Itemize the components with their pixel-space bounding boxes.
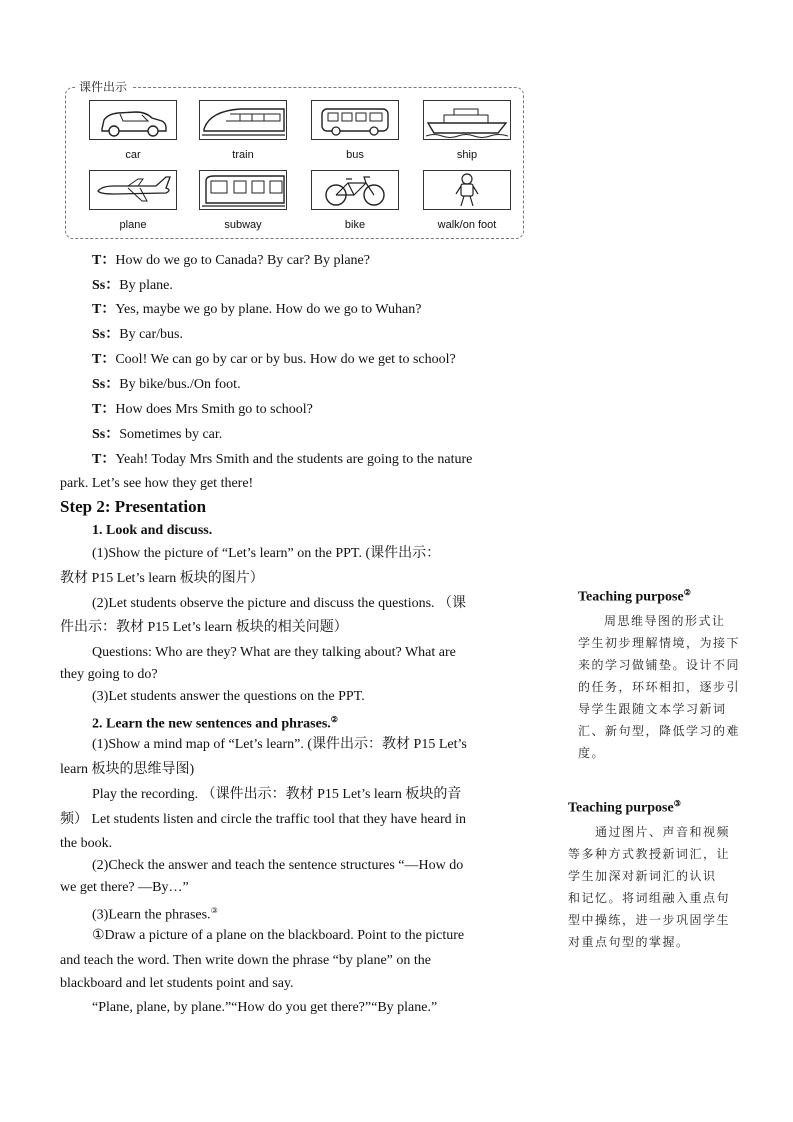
- side-note-title: Teaching purpose②: [578, 588, 691, 605]
- side-note-line: 汇、新句型，降低学习的难: [578, 724, 741, 738]
- side-note-line: 型中操练，进一步巩固学生: [568, 913, 731, 927]
- dialogue-line: T：Yeah! Today Mrs Smith and the students are going to the nature: [92, 452, 473, 467]
- side-note-line: 通过图片、声音和视频: [595, 825, 731, 839]
- body-line: Questions: Who are they? What are they talking about? What are: [92, 645, 456, 660]
- body-line: (2)Check the answer and teach the sentence structures “—How do: [92, 858, 464, 873]
- dialogue-line: T：How do we go to Canada? By car? By plane?: [92, 253, 370, 268]
- plane-icon: [89, 170, 177, 210]
- side-note-line: 导学生跟随文本学习新词: [578, 702, 727, 716]
- vocab-card-walk: [422, 170, 512, 231]
- body-line: “Plane, plane, by plane.”“How do you get there?”“By plane.”: [92, 1000, 438, 1015]
- dialogue-line: Ss：By car/bus.: [92, 327, 183, 342]
- footnote-mark: ③: [210, 906, 218, 915]
- side-note-line: 周思维导图的形式让: [604, 614, 726, 628]
- vocab-word: ship: [456, 149, 478, 161]
- vocab-card-train: [198, 100, 288, 161]
- side-note-line: 和记忆。将词组融入重点句: [568, 891, 731, 905]
- vocab-card-plane: [88, 170, 178, 231]
- vocab-card-ship: [422, 100, 512, 161]
- dialogue-line: T：Yes, maybe we go by plane. How do we go to Wuhan?: [92, 302, 422, 317]
- dialogue-line: Ss：By plane.: [92, 278, 173, 293]
- vocab-card-bike: [310, 170, 400, 231]
- ship-icon: [423, 100, 511, 140]
- side-note-line: 来的学习做铺垫。设计不同: [578, 658, 741, 672]
- side-note-line: 学生加深对新词汇的认识: [568, 869, 717, 883]
- body-line: (2)Let students observe the picture and discuss the questions. （课: [92, 596, 467, 611]
- subsection-heading: 2. Learn the new sentences and phrases.②: [92, 715, 338, 732]
- body-line: 件出示：教材 P15 Let’s learn 板块的相关问题）: [60, 620, 348, 635]
- body-line: (3)Learn the phrases.③: [92, 906, 218, 923]
- side-note-line: 对重点句型的掌握。: [568, 935, 690, 949]
- body-line: blackboard and let students point and say.: [60, 976, 294, 991]
- bus-icon: [311, 100, 399, 140]
- side-note-line: 的任务，环环相扣，逐步引: [578, 680, 741, 694]
- side-note-line: 度。: [578, 746, 606, 760]
- footnote-mark: ②: [330, 715, 338, 724]
- footnote-mark: ②: [683, 588, 691, 597]
- body-line: learn 板块的思维导图): [60, 762, 195, 777]
- dialogue-line-continued: park. Let’s see how they get there!: [60, 476, 254, 491]
- vocab-card-bus: [310, 100, 400, 161]
- body-line: they going to do?: [60, 667, 158, 682]
- dialogue-line: T：Cool! We can go by car or by bus. How do we get to school?: [92, 352, 456, 367]
- body-line: and teach the word. Then write down the phrase “by plane” on the: [60, 953, 431, 968]
- footnote-mark: ③: [673, 799, 681, 808]
- body-line: the book.: [60, 836, 113, 851]
- body-line: Play the recording. （课件出示：教材 P15 Let’s learn 板块的音: [92, 787, 462, 802]
- vocab-word: car: [125, 149, 141, 161]
- vocab-word: plane: [119, 219, 147, 231]
- side-note-line: 学生初步理解情境，为接下: [578, 636, 741, 650]
- courseware-label: 课件出示: [75, 78, 131, 95]
- vocab-word: bike: [344, 219, 366, 231]
- body-line: (3)Let students answer the questions on the PPT.: [92, 689, 365, 704]
- vocab-word: bus: [346, 149, 364, 161]
- body-line: 教材 P15 Let’s learn 板块的图片）: [60, 571, 264, 586]
- subway-icon: [199, 170, 287, 210]
- dialogue-line: Ss：Sometimes by car.: [92, 427, 223, 442]
- walking-boy-icon: [423, 170, 511, 210]
- bike-icon: [311, 170, 399, 210]
- side-note-title: Teaching purpose③: [568, 799, 681, 816]
- body-line: (1)Show a mind map of “Let’s learn”. (课件出示：教材 P15 Let’s: [92, 737, 467, 752]
- body-line: we get there? —By…”: [60, 880, 189, 895]
- vocab-word: subway: [224, 219, 262, 231]
- dialogue-line: T：How does Mrs Smith go to school?: [92, 402, 313, 417]
- vocab-word: train: [232, 149, 254, 161]
- dialogue-line: Ss：By bike/bus./On foot.: [92, 377, 241, 392]
- subsection-heading: 1. Look and discuss.: [92, 523, 213, 538]
- body-line: 频） Let students listen and circle the traffic tool that they have heard in: [60, 812, 466, 827]
- body-line: (1)Show the picture of “Let’s learn” on the PPT. (课件出示：: [92, 546, 441, 561]
- train-icon: [199, 100, 287, 140]
- body-line: ①Draw a picture of a plane on the blackboard. Point to the picture: [92, 928, 465, 943]
- side-note-line: 等多种方式教授新词汇，让: [568, 847, 731, 861]
- car-icon: [89, 100, 177, 140]
- vocab-card-car: [88, 100, 178, 161]
- vocab-word: walk/on foot: [437, 219, 497, 231]
- vocab-card-subway: [198, 170, 288, 231]
- step-heading: Step 2: Presentation: [60, 497, 207, 516]
